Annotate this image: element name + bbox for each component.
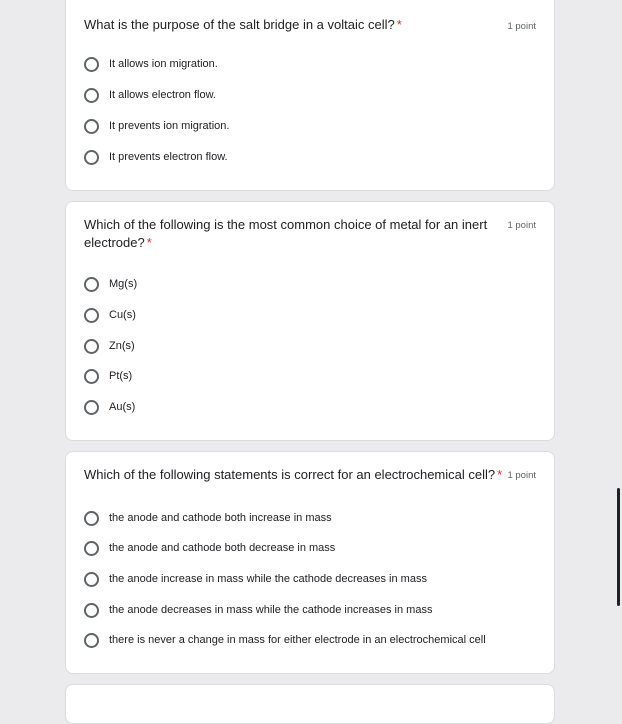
option-radio[interactable] <box>84 55 218 73</box>
question-title <box>84 466 504 484</box>
option-radio[interactable] <box>84 337 135 355</box>
radio-button[interactable] <box>84 369 99 384</box>
radio-button[interactable] <box>84 150 99 165</box>
option-radio[interactable] <box>84 275 137 293</box>
option-label: the anode and cathode both decrease in mass <box>109 542 336 554</box>
option-radio[interactable] <box>84 367 132 385</box>
question-text: Which of the following statements is correct for an electrochemical cell? <box>84 467 496 482</box>
question-card-2 <box>65 201 555 441</box>
radio-button[interactable] <box>84 541 99 556</box>
radio-button[interactable] <box>84 119 99 134</box>
radio-button[interactable] <box>84 277 99 292</box>
option-label: It allows electron flow. <box>109 89 216 101</box>
required-asterisk: * <box>497 467 503 482</box>
question-title <box>84 16 489 34</box>
radio-button[interactable] <box>84 308 99 323</box>
option-radio[interactable] <box>84 509 332 527</box>
option-label: Zn(s) <box>109 340 135 352</box>
required-asterisk: * <box>396 17 402 32</box>
radio-button[interactable] <box>84 511 99 526</box>
radio-button[interactable] <box>84 339 99 354</box>
points-label: 1 point <box>507 220 536 231</box>
option-label: Mg(s) <box>109 278 138 290</box>
option-label: It prevents ion migration. <box>109 120 230 132</box>
question-card-4 <box>65 684 555 724</box>
option-radio[interactable] <box>84 117 229 135</box>
radio-button[interactable] <box>84 603 99 618</box>
option-label: It prevents electron flow. <box>109 151 228 163</box>
question-text: Which of the following is the most common choice of metal for an inert electrode? <box>84 217 488 250</box>
radio-button[interactable] <box>84 57 99 72</box>
option-radio[interactable] <box>84 570 427 588</box>
radio-button[interactable] <box>84 400 99 415</box>
radio-button[interactable] <box>84 572 99 587</box>
option-label: the anode increase in mass while the cathode decreases in mass <box>109 573 427 585</box>
option-radio[interactable] <box>84 148 228 166</box>
option-label: Cu(s) <box>109 309 136 321</box>
option-label: It allows ion migration. <box>109 58 218 70</box>
question-card-3 <box>65 451 555 674</box>
option-label: the anode and cathode both increase in mass <box>109 512 332 524</box>
option-radio[interactable] <box>84 398 135 416</box>
option-radio[interactable] <box>84 631 486 649</box>
option-radio[interactable] <box>84 306 136 324</box>
radio-button[interactable] <box>84 633 99 648</box>
option-radio[interactable] <box>84 86 216 104</box>
question-title <box>84 216 489 252</box>
option-label: the anode decreases in mass while the cathode increases in mass <box>109 604 433 616</box>
radio-button[interactable] <box>84 88 99 103</box>
option-label: Au(s) <box>109 401 136 413</box>
option-label: there is never a change in mass for either electrode in an electrochemical cell <box>109 634 486 646</box>
question-card-1 <box>65 0 555 191</box>
points-label: 1 point <box>507 21 536 32</box>
points-label: 1 point <box>507 470 536 481</box>
option-radio[interactable] <box>84 539 335 557</box>
question-text: What is the purpose of the salt bridge in a voltaic cell? <box>84 17 395 32</box>
scrollbar-thumb[interactable] <box>617 488 620 606</box>
option-label: Pt(s) <box>109 370 133 382</box>
required-asterisk: * <box>146 235 152 250</box>
option-radio[interactable] <box>84 601 432 619</box>
